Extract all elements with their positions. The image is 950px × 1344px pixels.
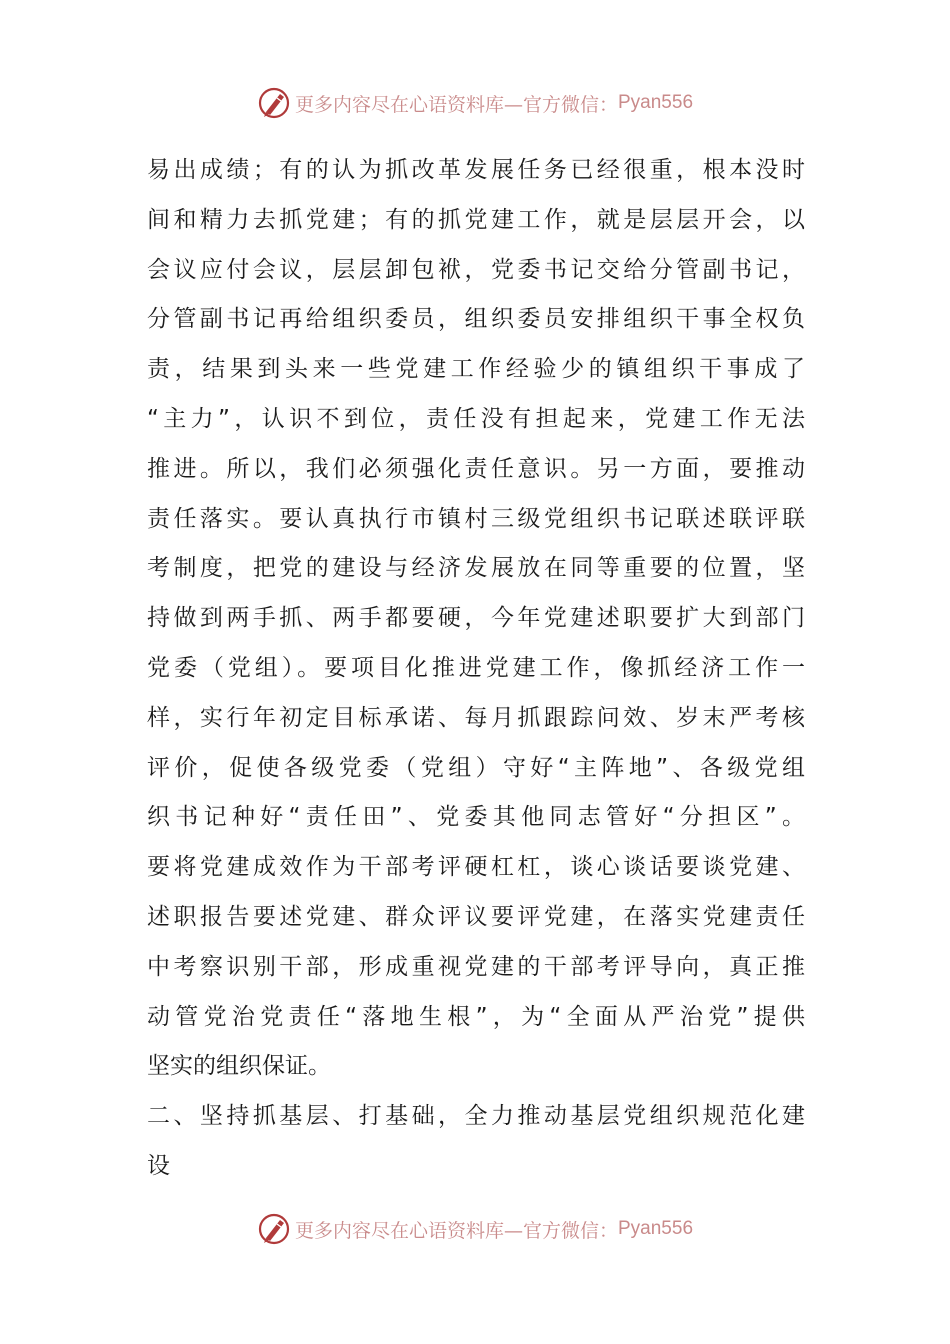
header-banner [0, 83, 950, 123]
footer-banner [0, 1209, 950, 1249]
body-line: 易出成绩；有的认为抓改革发展任务已经很重，根本没时 [147, 157, 805, 183]
footer-banner-text: 更多内容尽在心语资料库—官方微信： [294, 1219, 618, 1242]
pen-logo-icon [257, 1212, 291, 1246]
section-heading-line: 设 [147, 1152, 170, 1179]
body-line: 会议应付会议，层层卸包袱，党委书记交给分管副书记， [147, 256, 805, 283]
body-line: 责任落实。要认真执行市镇村三级党组织书记联述联评联 [147, 505, 805, 532]
pen-logo-icon [257, 86, 291, 120]
body-line: 坚实的组织保证。 [147, 1053, 331, 1080]
body-line: 中考察识别干部，形成重视党建的干部考评导向，真正推 [147, 953, 805, 980]
body-line: 分管副书记再给组织委员，组织委员安排组织干事全权负 [147, 306, 805, 333]
footer-banner-account: Pyan556 [618, 1218, 694, 1239]
header-banner-text: 更多内容尽在心语资料库—官方微信： [294, 93, 618, 116]
body-line: 间和精力去抓党建；有的抓党建工作，就是层层开会，以 [147, 206, 805, 233]
body-line: 考制度，把党的建设与经济发展放在同等重要的位置，坚 [147, 555, 805, 582]
body-line: 推进。所以，我们必须强化责任意识。另一方面，要推动 [147, 455, 805, 482]
body-line: 动管党治党责任“落地生根”，为“全面从严治党”提供 [147, 1003, 805, 1030]
header-banner-account: Pyan556 [618, 92, 694, 113]
body-line: 要将党建成效作为干部考评硬杠杠，谈心谈话要谈党建、 [147, 854, 805, 881]
body-line: “主力”，认识不到位，责任没有担起来，党建工作无法 [147, 405, 805, 432]
body-line: 党委（党组）。要项目化推进党建工作，像抓经济工作一 [147, 654, 805, 681]
body-text [147, 146, 805, 1192]
section-heading-line: 二、坚持抓基层、打基础，全力推动基层党组织规范化建 [147, 1103, 805, 1130]
body-line: 评价，促使各级党委（党组）守好“主阵地”、各级党组 [147, 754, 805, 781]
body-line: 织书记种好“责任田”、党委其他同志管好“分担区”。 [147, 804, 805, 831]
body-line: 持做到两手抓、两手都要硬，今年党建述职要扩大到部门 [147, 605, 805, 632]
body-line: 样，实行年初定目标承诺、每月抓跟踪问效、岁末严考核 [147, 704, 805, 731]
body-line: 责，结果到头来一些党建工作经验少的镇组织干事成了 [147, 356, 805, 383]
body-line: 述职报告要述党建、群众评议要评党建，在落实党建责任 [147, 903, 805, 930]
